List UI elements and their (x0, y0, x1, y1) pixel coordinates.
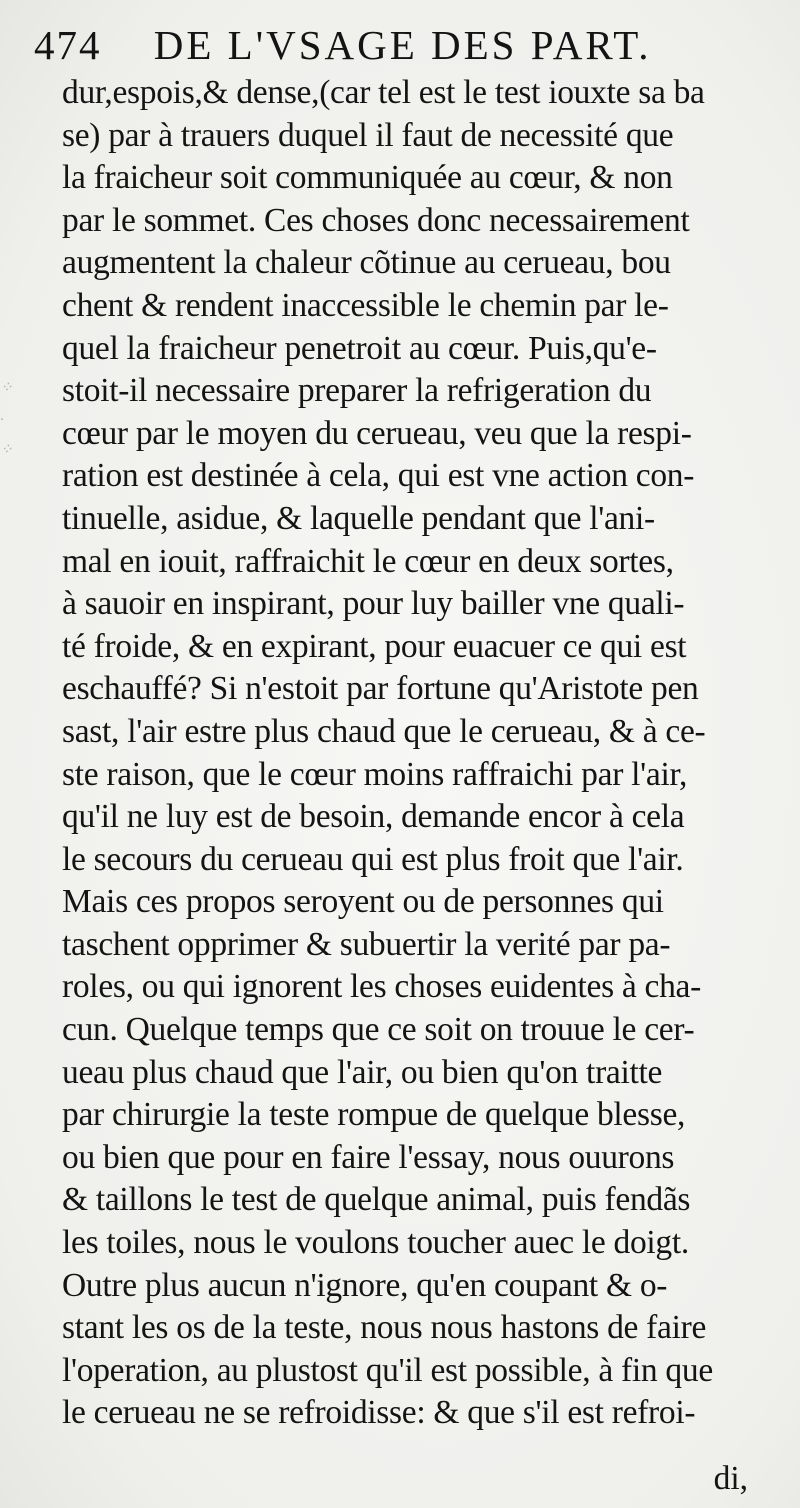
text-line: augmentent la chaleur cõtinue au cerueau, bou (62, 244, 671, 282)
body-text (62, 72, 800, 1435)
show-through-mark: ⁘ (0, 442, 13, 458)
text-line: cœur par le moyen du cerueau, veu que la respi- (62, 414, 692, 452)
text-line: roles, ou qui ignorent les choses euidentes à cha- (62, 968, 701, 1006)
text-line: se) par à trauers duquel il faut de necessité que (62, 116, 674, 154)
text-line: par le sommet. Ces choses donc necessairement (62, 201, 690, 239)
text-line: dur,espois,& dense,(car tel est le test iouxte sa ba (62, 74, 705, 111)
show-through-mark: · (0, 412, 4, 428)
text-line: mal en iouit, raffraichit le cœur en deux sortes, (62, 542, 674, 580)
text-line: ou bien que pour en faire l'essay, nous ouurons (62, 1138, 675, 1176)
catchword: di, (713, 1460, 748, 1497)
text-line: Outre plus aucun n'ignore, qu'en coupant & o- (62, 1266, 668, 1304)
text-line: Mais ces propos seroyent ou de personnes qui (62, 883, 664, 921)
text-line: ration est destinée à cela, qui est vne action con- (62, 457, 695, 495)
text-line: té froide, & en expirant, pour euacuer ce qui est (62, 627, 687, 665)
text-line: quel la fraicheur penetroit au cœur. Puis,qu'e- (62, 329, 657, 367)
text-line: le cerueau ne se refroidisse: & que s'il est refroi- (62, 1394, 696, 1432)
text-line: sast, l'air estre plus chaud que le cerueau, & à ce- (62, 712, 706, 750)
show-through-mark: ⁘ (0, 380, 13, 396)
text-line: par chirurgie la teste rompue de quelque blesse, (62, 1096, 686, 1134)
text-line: taschent opprimer & subuertir la verité par pa- (62, 925, 671, 963)
text-line: tinuelle, asidue, & laquelle pendant que l'ani- (62, 499, 655, 537)
text-line: ueau plus chaud que l'air, ou bien qu'on traitte (62, 1053, 663, 1091)
text-line: la fraicheur soit communiquée au cœur, & non (62, 159, 673, 197)
text-line: & taillons le test de quelque animal, puis fendãs (62, 1181, 691, 1219)
text-line: eschauffé? Si n'estoit par fortune qu'Aristote pen (62, 670, 699, 708)
text-line: stoit-il necessaire preparer la refrigeration du (62, 372, 652, 410)
page-number: 474 (34, 22, 102, 68)
text-line: qu'il ne luy est de besoin, demande encor à cela (62, 798, 685, 836)
text-line: les toiles, nous le voulons toucher auec le doigt. (62, 1224, 689, 1262)
text-line: ste raison, que le cœur moins raffraichi par l'air, (62, 755, 688, 793)
text-line: chent & rendent inaccessible le chemin par le- (62, 286, 669, 324)
text-line: l'operation, au plustost qu'il est possible, à fin que (62, 1351, 713, 1389)
running-head: DE L'VSAGE DES PART. (153, 22, 652, 68)
page-header (34, 20, 754, 70)
text-line: le secours du cerueau qui est plus froit que l'air. (62, 840, 684, 878)
text-line: à sauoir en inspirant, pour luy bailler vne quali- (62, 585, 685, 623)
text-line: cun. Quelque temps que ce soit on trouue le cer- (62, 1011, 695, 1049)
text-line: stant les os de la teste, nous nous hastons de faire (62, 1309, 707, 1347)
